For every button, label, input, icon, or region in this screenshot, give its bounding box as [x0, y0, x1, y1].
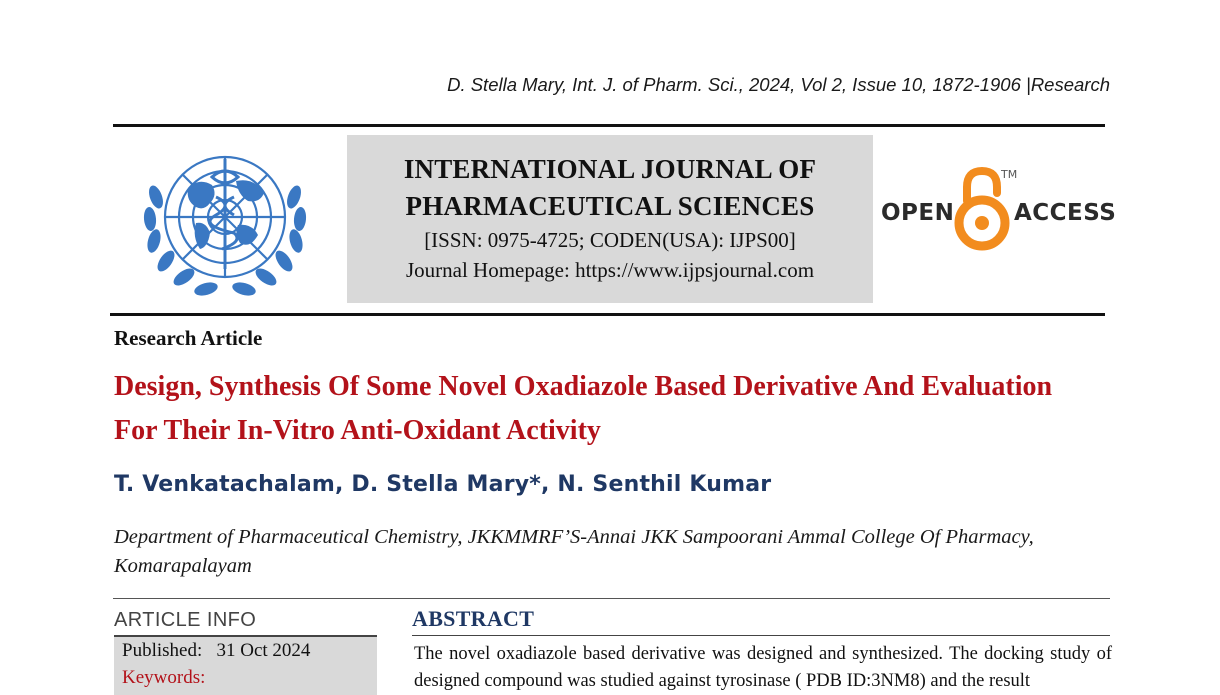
- article-authors: T. Venkatachalam, D. Stella Mary*, N. Senthil Kumar: [114, 472, 772, 497]
- globe-laurel-icon: [126, 137, 324, 309]
- journal-title-line2: PHARMACEUTICAL SCIENCES: [405, 191, 815, 221]
- header-rule-bottom: [110, 313, 1105, 316]
- section-divider: [113, 598, 1110, 599]
- published-row: [122, 640, 310, 662]
- journal-emblem-logo: [126, 137, 324, 309]
- article-info-heading: ARTICLE INFO: [114, 609, 257, 631]
- journal-masthead: [347, 135, 873, 303]
- abstract-heading: ABSTRACT: [412, 606, 535, 631]
- header-rule-top: [113, 124, 1105, 127]
- journal-title-line1: INTERNATIONAL JOURNAL OF: [403, 154, 817, 184]
- author-affiliation: Department of Pharmaceutical Chemistry, JKKMMRF’S-Annai JKK Sampoorani Ammal College Of Pharmacy, Komarapalayam: [114, 526, 1034, 577]
- published-label: Published:: [122, 640, 203, 661]
- abstract-text: The novel oxadiazole based derivative was designed and synthesized. The docking study of designed compound was studied against tyrosinase ( PDB ID:3NM8) and the result: [414, 644, 1112, 691]
- open-access-open-text: OPEN: [881, 200, 955, 226]
- published-date: 31 Oct 2024: [216, 640, 311, 661]
- journal-homepage-line: Journal Homepage: https://www.ijpsjournal.com: [405, 258, 815, 282]
- trademark-mark: TM: [1001, 168, 1018, 181]
- journal-title: [347, 151, 873, 225]
- abstract-rule: [412, 635, 1110, 636]
- article-type: Research Article: [114, 326, 263, 350]
- article-title: Design, Synthesis Of Some Novel Oxadiazole Based Derivative And Evaluation For Their In-Vitro Anti-Oxidant Activity: [114, 371, 1053, 446]
- issn-line: [ISSN: 0975-4725; CODEN(USA): IJPS00]: [424, 228, 796, 252]
- keywords-label: Keywords:: [122, 667, 206, 688]
- running-head: D. Stella Mary, Int. J. of Pharm. Sci., 2024, Vol 2, Issue 10, 1872-1906 |Research: [447, 74, 1110, 95]
- open-access-access-text: ACCESS: [1014, 200, 1117, 226]
